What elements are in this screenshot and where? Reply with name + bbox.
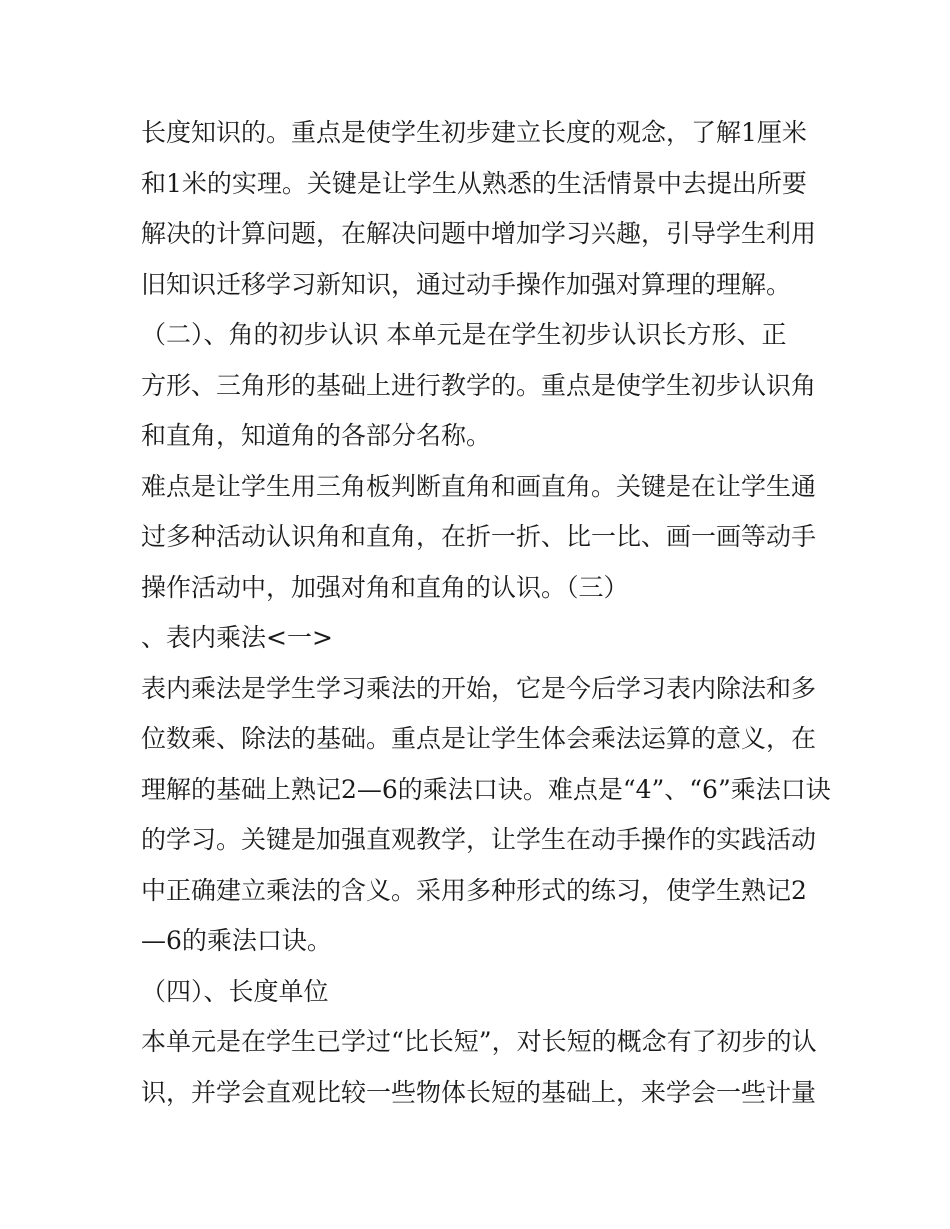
- text-line: 中正确建立乘法的含义。采用多种形式的练习，使学生熟记2: [141, 875, 807, 905]
- text-line: 操作活动中，加强对角和直角的认识。（三）: [141, 572, 629, 602]
- text-line: 旧知识迁移学习新知识，通过动手操作加强对算理的理解。: [141, 269, 792, 299]
- text-line: 的学习。关键是加强直观教学，让学生在动手操作的实践活动: [141, 825, 817, 854]
- text-line: —6的乘法口诀。: [141, 926, 332, 955]
- section-heading-line: （二）、角的初步认识 本单元是在学生初步认识长方形、正: [141, 320, 787, 349]
- text-line: 理解的基础上熟记2—6的乘法口诀。难点是“4”、“6”乘法口诀: [141, 774, 831, 804]
- text-line: 长度知识的。重点是使学生初步建立长度的观念，了解1厘米: [141, 118, 807, 147]
- text-line: 识，并学会直观比较一些物体长短的基础上，来学会一些计量: [141, 1077, 817, 1107]
- text-line: 难点是让学生用三角板判断直角和画直角。关键是在让学生通: [141, 471, 817, 501]
- text-line: 和直角，知道角的各部分名称。: [141, 421, 492, 450]
- text-line: 位数乘、除法的基础。重点是让学生体会乘法运算的意义，在: [141, 724, 817, 753]
- text-line: 方形、三角形的基础上进行教学的。重点是使学生初步认识角: [141, 370, 817, 400]
- text-line: 解决的计算问题，在解决问题中增加学习兴趣，引导学生利用: [141, 219, 817, 248]
- section-heading-line: （四）、长度单位: [141, 976, 329, 1006]
- text-line: 过多种活动认识角和直角，在折一折、比一比、画一画等动手: [141, 522, 817, 551]
- body-text: [141, 108, 831, 1118]
- section-heading-line: 、表内乘法<一>: [141, 623, 333, 652]
- text-line: 和1米的实理。关键是让学生从熟悉的生活情景中去提出所要: [141, 168, 807, 198]
- text-line: 表内乘法是学生学习乘法的开始，它是今后学习表内除法和多: [141, 673, 817, 703]
- text-line: 本单元是在学生已学过“比长短”，对长短的概念有了初步的认: [141, 1027, 817, 1056]
